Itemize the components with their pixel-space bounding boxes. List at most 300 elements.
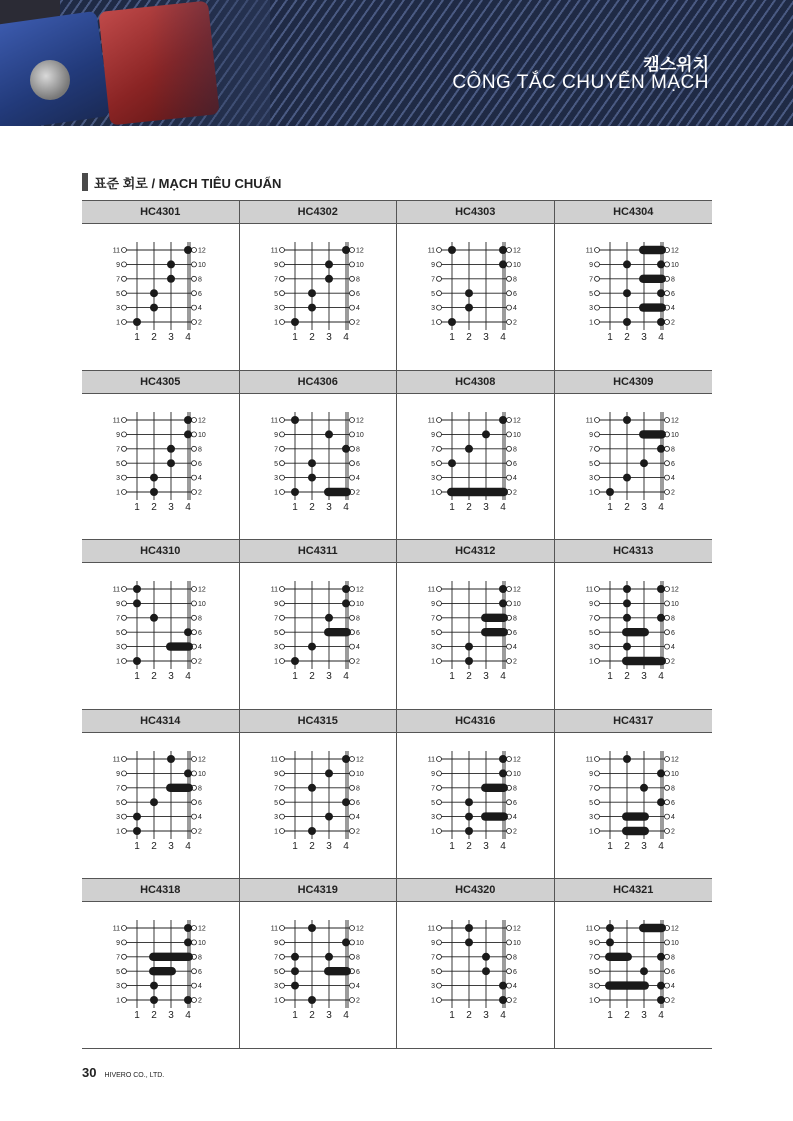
- contact-dot: [499, 246, 507, 254]
- column-label: 3: [325, 671, 332, 683]
- terminal-label-left: 7: [588, 615, 593, 623]
- contact-dot: [325, 430, 333, 438]
- terminal-right-icon: [349, 644, 354, 649]
- column-label: 1: [134, 671, 140, 683]
- terminal-label-left: 9: [116, 940, 120, 948]
- terminal-left-icon: [437, 489, 442, 494]
- terminal-label-left: 11: [585, 756, 593, 764]
- circuit-name: HC4308: [397, 370, 554, 394]
- terminal-label-right: 10: [198, 431, 206, 439]
- terminal-label-left: 7: [588, 954, 593, 962]
- terminal-right-icon: [349, 291, 354, 296]
- terminal-label-left: 7: [116, 615, 120, 623]
- terminal-label-left: 5: [116, 799, 120, 807]
- column-label: 2: [623, 840, 630, 852]
- column-label: 1: [134, 332, 140, 343]
- terminal-label-right: 4: [513, 644, 517, 652]
- terminal-left-icon: [594, 587, 599, 592]
- terminal-label-left: 11: [112, 247, 120, 255]
- terminal-right-icon: [507, 276, 512, 281]
- terminal-right-icon: [192, 828, 197, 833]
- circuit-diagram: [419, 406, 531, 528]
- circuit-name: HC4312: [397, 539, 554, 563]
- contact-dot: [465, 798, 473, 806]
- column-label: 1: [606, 1010, 613, 1022]
- contact-dot: [308, 289, 316, 297]
- terminal-right-icon: [507, 291, 512, 296]
- circuit-cell: [240, 370, 398, 540]
- terminal-label-left: 5: [588, 460, 593, 468]
- circuit-diagram: [104, 406, 216, 528]
- terminal-label-left: 9: [273, 262, 278, 269]
- column-label: 2: [466, 671, 472, 683]
- terminal-left-icon: [122, 601, 127, 606]
- terminal-label-left: 3: [588, 474, 593, 482]
- terminal-left-icon: [594, 926, 599, 931]
- terminal-label-left: 11: [427, 756, 435, 764]
- terminal-left-icon: [122, 248, 127, 253]
- contact-dot: [291, 953, 299, 961]
- terminal-right-icon: [349, 814, 354, 819]
- terminal-left-icon: [437, 248, 442, 253]
- terminal-label-left: 7: [431, 615, 435, 623]
- contact-dot: [308, 304, 316, 312]
- terminal-label-right: 4: [198, 474, 202, 482]
- contact-dot: [465, 812, 473, 820]
- terminal-label-right: 8: [670, 276, 675, 284]
- column-label: 2: [151, 840, 157, 852]
- terminal-right-icon: [664, 446, 669, 451]
- terminal-label-right: 8: [355, 445, 360, 453]
- contact-dot: [184, 628, 192, 636]
- terminal-right-icon: [664, 756, 669, 761]
- circuit-diagram: [577, 914, 689, 1036]
- section-title: 표준 회로 / MẠCH TIÊU CHUẨN: [94, 175, 282, 191]
- circuit-diagram: [104, 236, 216, 358]
- terminal-left-icon: [122, 998, 127, 1003]
- terminal-label-right: 6: [670, 290, 675, 298]
- circuit-cell: [555, 370, 713, 540]
- column-label: 3: [640, 501, 647, 513]
- terminal-left-icon: [279, 446, 284, 451]
- terminal-label-left: 7: [116, 445, 120, 453]
- page-number: 30: [82, 1065, 97, 1080]
- terminal-right-icon: [507, 771, 512, 776]
- column-label: 1: [449, 501, 455, 513]
- terminal-left-icon: [279, 248, 284, 253]
- terminal-left-icon: [122, 475, 127, 480]
- terminal-label-left: 9: [273, 431, 278, 439]
- column-label: 4: [185, 671, 191, 683]
- banner-title-vietnamese: CÔNG TẮC CHUYỂN MẠCH: [452, 72, 709, 93]
- contact-dot: [499, 416, 507, 424]
- contact-dot: [623, 473, 631, 481]
- terminal-label-left: 5: [431, 629, 435, 637]
- contact-dot: [133, 827, 141, 835]
- column-label: 4: [500, 332, 506, 343]
- circuit-name: HC4303: [397, 200, 554, 224]
- column-label: 1: [291, 671, 298, 683]
- terminal-left-icon: [279, 785, 284, 790]
- terminal-label-right: 12: [355, 417, 364, 425]
- contact-dot: [465, 304, 473, 312]
- terminal-label-left: 9: [431, 770, 435, 778]
- terminal-left-icon: [437, 926, 442, 931]
- terminal-left-icon: [437, 305, 442, 310]
- column-label: 1: [134, 501, 140, 513]
- terminal-label-left: 5: [116, 290, 120, 298]
- terminal-label-right: 8: [513, 785, 517, 793]
- terminal-left-icon: [122, 756, 127, 761]
- contact-dot: [623, 318, 631, 326]
- terminal-label-left: 7: [116, 276, 120, 284]
- terminal-left-icon: [437, 291, 442, 296]
- contact-dot: [342, 585, 350, 593]
- column-label: 3: [640, 1010, 647, 1022]
- column-label: 4: [185, 332, 191, 343]
- circuit-cell: [397, 370, 555, 540]
- terminal-label-left: 3: [431, 474, 435, 482]
- terminal-label-right: 12: [513, 925, 521, 933]
- terminal-label-right: 8: [670, 954, 675, 962]
- contact-dot: [291, 968, 299, 976]
- column-label: 4: [657, 1010, 664, 1022]
- column-label: 3: [483, 332, 489, 343]
- page-footer: [82, 1065, 164, 1080]
- terminal-right-icon: [349, 305, 354, 310]
- terminal-label-right: 2: [513, 997, 517, 1005]
- circuit-cell: [555, 200, 713, 370]
- terminal-left-icon: [437, 799, 442, 804]
- terminal-right-icon: [192, 305, 197, 310]
- terminal-label-left: 11: [427, 247, 435, 255]
- terminal-right-icon: [192, 248, 197, 253]
- contact-dot: [482, 953, 490, 961]
- column-label: 4: [500, 840, 506, 852]
- terminal-left-icon: [279, 983, 284, 988]
- column-label: 3: [168, 501, 174, 513]
- terminal-label-right: 4: [670, 474, 675, 482]
- contact-dot: [308, 643, 316, 651]
- terminal-right-icon: [349, 771, 354, 776]
- circuit-diagram: [577, 236, 689, 358]
- terminal-right-icon: [664, 587, 669, 592]
- terminal-left-icon: [279, 276, 284, 281]
- terminal-label-right: 8: [355, 785, 360, 793]
- terminal-label-right: 12: [670, 925, 679, 933]
- column-label: 1: [291, 332, 298, 343]
- contact-dot: [623, 289, 631, 297]
- terminal-label-right: 6: [355, 629, 360, 637]
- terminal-label-right: 4: [355, 474, 360, 482]
- terminal-label-right: 12: [670, 247, 679, 255]
- contact-dot: [342, 444, 350, 452]
- terminal-left-icon: [594, 431, 599, 436]
- terminal-right-icon: [664, 601, 669, 606]
- contact-dot: [325, 953, 333, 961]
- terminal-left-icon: [279, 489, 284, 494]
- terminal-right-icon: [192, 814, 197, 819]
- circuit-cell: [555, 878, 713, 1048]
- contact-bar: [605, 953, 632, 961]
- terminal-label-left: 11: [112, 925, 120, 933]
- circuit-diagram: [104, 575, 216, 697]
- terminal-left-icon: [594, 969, 599, 974]
- contact-dot: [184, 246, 192, 254]
- terminal-label-left: 5: [588, 629, 593, 637]
- column-label: 3: [640, 332, 647, 343]
- terminal-label-right: 12: [513, 586, 521, 594]
- contact-dot: [657, 769, 665, 777]
- terminal-label-left: 5: [273, 969, 278, 977]
- terminal-label-right: 6: [198, 969, 202, 977]
- terminal-right-icon: [349, 615, 354, 620]
- terminal-label-left: 3: [273, 474, 278, 482]
- column-label: 1: [134, 1010, 140, 1022]
- terminal-left-icon: [594, 601, 599, 606]
- column-label: 1: [449, 671, 455, 683]
- contact-bar: [324, 628, 351, 636]
- column-label: 1: [606, 671, 613, 683]
- circuit-diagram: [104, 745, 216, 867]
- terminal-right-icon: [507, 460, 512, 465]
- terminal-right-icon: [349, 785, 354, 790]
- circuit-cell: [82, 878, 240, 1048]
- contact-dot: [657, 444, 665, 452]
- terminal-left-icon: [279, 814, 284, 819]
- heading-marker: [82, 173, 88, 191]
- contact-dot: [342, 939, 350, 947]
- terminal-label-left: 11: [270, 586, 278, 594]
- terminal-left-icon: [279, 460, 284, 465]
- contact-bar: [622, 827, 649, 835]
- terminal-left-icon: [279, 828, 284, 833]
- terminal-label-left: 3: [431, 644, 435, 652]
- terminal-label-left: 11: [112, 756, 120, 764]
- contact-dot: [150, 996, 158, 1004]
- terminal-left-icon: [594, 262, 599, 267]
- column-label: 3: [325, 1010, 332, 1022]
- terminal-left-icon: [122, 262, 127, 267]
- circuit-name: HC4314: [82, 709, 239, 733]
- contact-dot: [150, 473, 158, 481]
- contact-dot: [657, 260, 665, 268]
- terminal-label-left: 1: [273, 828, 278, 836]
- circuit-name: HC4313: [555, 539, 713, 563]
- terminal-label-left: 11: [270, 756, 278, 764]
- terminal-right-icon: [349, 417, 354, 422]
- terminal-label-right: 4: [198, 813, 202, 821]
- terminal-right-icon: [192, 262, 197, 267]
- terminal-label-right: 10: [513, 940, 521, 948]
- terminal-left-icon: [437, 659, 442, 664]
- contact-dot: [291, 318, 299, 326]
- circuit-cell: [397, 878, 555, 1048]
- contact-dot: [623, 600, 631, 608]
- terminal-label-right: 10: [670, 262, 679, 269]
- terminal-label-right: 6: [513, 290, 517, 298]
- contact-dot: [465, 444, 473, 452]
- terminal-label-right: 10: [513, 770, 521, 778]
- terminal-right-icon: [664, 955, 669, 960]
- terminal-label-left: 7: [431, 276, 435, 284]
- terminal-label-left: 9: [588, 940, 593, 948]
- terminal-label-left: 7: [273, 276, 278, 284]
- terminal-right-icon: [192, 969, 197, 974]
- terminal-label-left: 1: [116, 319, 120, 327]
- terminal-label-left: 9: [588, 770, 593, 778]
- terminal-label-left: 11: [585, 925, 593, 933]
- terminal-right-icon: [507, 799, 512, 804]
- terminal-left-icon: [279, 291, 284, 296]
- contact-bar: [639, 430, 666, 438]
- contact-bar: [166, 643, 193, 651]
- terminal-right-icon: [192, 276, 197, 281]
- terminal-right-icon: [349, 446, 354, 451]
- terminal-right-icon: [349, 475, 354, 480]
- terminal-label-left: 11: [427, 925, 435, 933]
- contact-dot: [133, 812, 141, 820]
- terminal-left-icon: [437, 417, 442, 422]
- terminal-left-icon: [122, 785, 127, 790]
- terminal-label-left: 11: [585, 247, 593, 255]
- column-label: 4: [342, 332, 349, 343]
- contact-bar: [639, 924, 666, 932]
- contact-dot: [465, 827, 473, 835]
- contact-dot: [308, 784, 316, 792]
- terminal-label-right: 6: [670, 799, 675, 807]
- circuit-cell: [397, 709, 555, 879]
- contact-dot: [465, 939, 473, 947]
- column-label: 1: [449, 332, 455, 343]
- terminal-label-left: 5: [273, 290, 278, 298]
- column-label: 2: [308, 332, 315, 343]
- terminal-left-icon: [122, 659, 127, 664]
- terminal-label-right: 10: [198, 601, 206, 609]
- contact-dot: [308, 996, 316, 1004]
- circuit-diagram: [262, 406, 374, 528]
- contact-dot: [657, 318, 665, 326]
- column-label: 2: [623, 501, 630, 513]
- column-label: 3: [483, 1010, 489, 1022]
- terminal-label-left: 1: [588, 828, 593, 836]
- terminal-left-icon: [122, 489, 127, 494]
- terminal-label-left: 9: [431, 601, 435, 609]
- circuit-diagram: [419, 575, 531, 697]
- circuit-cell: [240, 878, 398, 1048]
- terminal-left-icon: [122, 320, 127, 325]
- terminal-label-left: 3: [273, 983, 278, 991]
- terminal-label-left: 9: [431, 431, 435, 439]
- terminal-left-icon: [437, 601, 442, 606]
- terminal-left-icon: [594, 320, 599, 325]
- contact-bar: [639, 303, 666, 311]
- terminal-left-icon: [122, 615, 127, 620]
- contact-dot: [167, 275, 175, 283]
- contact-dot: [184, 924, 192, 932]
- circuit-name: HC4301: [82, 200, 239, 224]
- column-label: 4: [500, 671, 506, 683]
- terminal-label-right: 10: [513, 262, 521, 269]
- terminal-right-icon: [664, 475, 669, 480]
- terminal-label-right: 8: [513, 615, 517, 623]
- terminal-left-icon: [122, 630, 127, 635]
- terminal-label-left: 9: [273, 770, 278, 778]
- terminal-label-left: 1: [273, 658, 278, 666]
- terminal-label-right: 2: [198, 489, 202, 497]
- terminal-left-icon: [594, 630, 599, 635]
- column-label: 2: [151, 332, 157, 343]
- terminal-left-icon: [122, 644, 127, 649]
- column-label: 2: [466, 1010, 472, 1022]
- circuit-name: HC4310: [82, 539, 239, 563]
- terminal-left-icon: [122, 305, 127, 310]
- terminal-label-left: 9: [588, 262, 593, 269]
- contact-dot: [167, 444, 175, 452]
- contact-dot: [499, 260, 507, 268]
- terminal-left-icon: [437, 630, 442, 635]
- contact-bar: [639, 246, 666, 254]
- contact-dot: [499, 996, 507, 1004]
- terminal-left-icon: [122, 276, 127, 281]
- circuit-diagram: [104, 914, 216, 1036]
- terminal-left-icon: [437, 276, 442, 281]
- terminal-right-icon: [349, 276, 354, 281]
- terminal-label-left: 7: [273, 445, 278, 453]
- terminal-label-right: 10: [198, 940, 206, 948]
- contact-dot: [325, 275, 333, 283]
- circuit-name: HC4315: [240, 709, 397, 733]
- terminal-right-icon: [507, 446, 512, 451]
- terminal-label-right: 4: [355, 983, 360, 991]
- terminal-left-icon: [594, 276, 599, 281]
- terminal-label-left: 1: [588, 997, 593, 1005]
- terminal-label-left: 5: [431, 799, 435, 807]
- terminal-label-left: 11: [585, 417, 593, 425]
- column-label: 3: [325, 332, 332, 343]
- terminal-left-icon: [437, 828, 442, 833]
- contact-dot: [133, 600, 141, 608]
- column-label: 1: [449, 840, 455, 852]
- terminal-left-icon: [122, 926, 127, 931]
- terminal-left-icon: [279, 969, 284, 974]
- terminal-right-icon: [349, 659, 354, 664]
- circuit-name: HC4305: [82, 370, 239, 394]
- terminal-right-icon: [192, 320, 197, 325]
- terminal-label-right: 2: [198, 658, 202, 666]
- terminal-right-icon: [507, 262, 512, 267]
- terminal-right-icon: [192, 983, 197, 988]
- terminal-right-icon: [192, 417, 197, 422]
- terminal-label-left: 9: [588, 431, 593, 439]
- column-label: 1: [449, 1010, 455, 1022]
- terminal-left-icon: [594, 940, 599, 945]
- terminal-label-right: 8: [670, 785, 675, 793]
- contact-dot: [325, 260, 333, 268]
- terminal-label-right: 2: [670, 997, 675, 1005]
- terminal-right-icon: [349, 320, 354, 325]
- terminal-label-right: 10: [670, 601, 679, 609]
- terminal-left-icon: [437, 431, 442, 436]
- terminal-label-right: 2: [670, 658, 675, 666]
- terminal-left-icon: [437, 998, 442, 1003]
- terminal-left-icon: [437, 644, 442, 649]
- terminal-label-right: 6: [355, 290, 360, 298]
- company-name: HIVERO CO., LTD.: [104, 1072, 165, 1079]
- terminal-right-icon: [192, 799, 197, 804]
- terminal-right-icon: [349, 756, 354, 761]
- circuit-diagram: [419, 236, 531, 358]
